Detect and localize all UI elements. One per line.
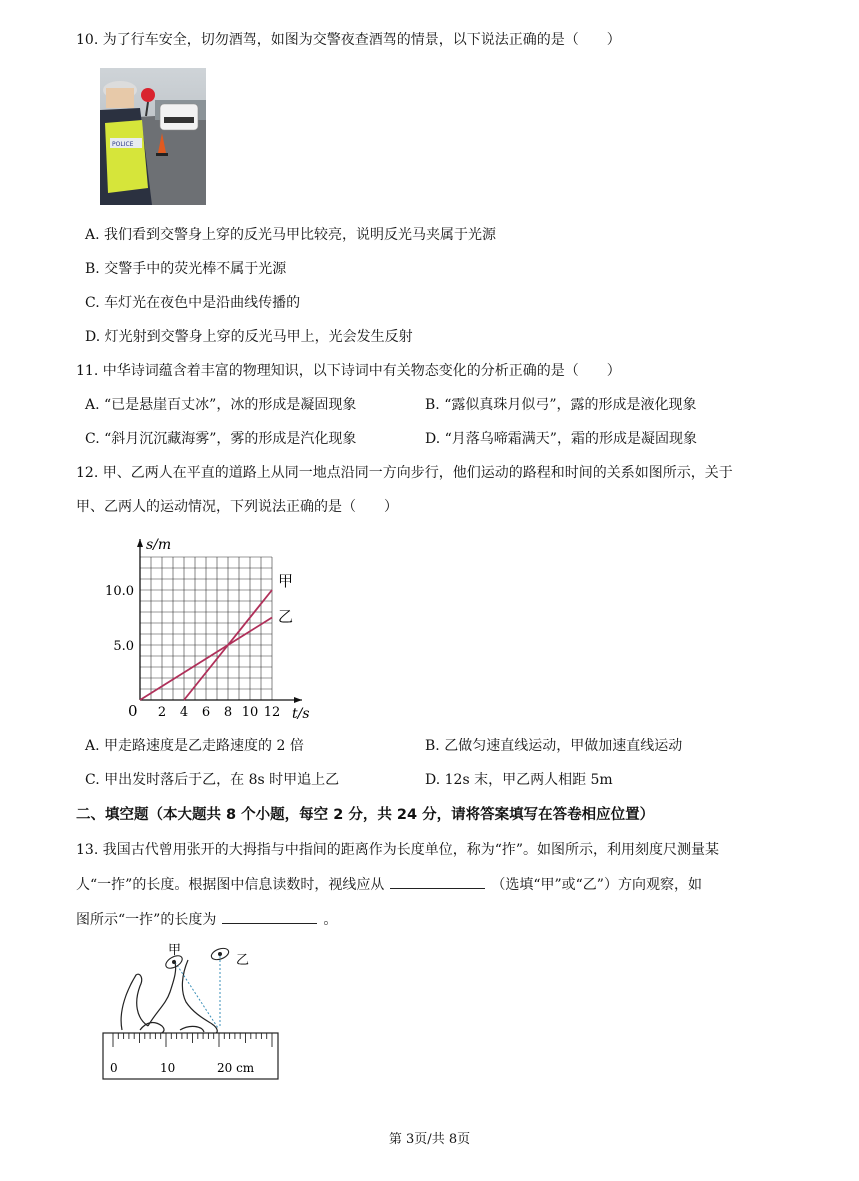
q12-option-b: B. 乙做匀速直线运动，甲做加速直线运动 [425,738,683,754]
q10-option-c: C. 车灯光在夜色中是沿曲线传播的 [85,295,301,311]
ruler-label-0: 0 [110,1061,118,1075]
q13-hand-ruler-figure [100,940,290,1085]
q12-option-d: D. 12s 末，甲乙两人相距 5m [425,772,613,788]
q13-line2-text-b: （选填“甲”或“乙”）方向观察，如 [491,877,702,893]
q11-option-c: C. “斜月沉沉藏海雾”，雾的形成是汽化现象 [85,431,357,447]
q13-blank-2[interactable] [222,909,317,924]
q13-line3-text-a: 图所示“一拃”的长度为 [76,912,217,928]
ruler-label-10: 10 [160,1061,176,1075]
q10-police-photo [100,68,206,205]
q12-st-chart [100,530,320,730]
page-footer: 第 3页/共 8页 [388,1132,471,1147]
q11-option-b: B. “露似真珠月似弓”，露的形成是液化现象 [425,397,697,413]
section2-heading: 二、填空题（本大题共 8 个小题，每空 2 分，共 24 分，请将答案填写在答卷相应位置） [76,807,655,823]
x-tick-label: 2 [157,705,167,720]
q11-option-a: A. “已是悬崖百丈冰”，冰的形成是凝固现象 [85,397,357,413]
q13-line2-text-a: 人“一拃”的长度。根据图中信息读数时，视线应从 [76,877,385,893]
x-tick-label: 12 [263,705,281,720]
series-label-yi: 乙 [278,607,294,626]
series-label-jia: 甲 [278,572,294,590]
x-tick-label: 4 [179,705,189,720]
x-tick-label: 6 [201,705,211,720]
y-axis-arrow-icon [137,539,143,547]
q10-stem: 10. 为了行车安全，切勿酒驾，如图为交警夜查酒驾的情景，以下说法正确的是（ ） [76,32,621,48]
q11-stem: 11. 中华诗词蕴含着丰富的物理知识，以下诗词中有关物态变化的分析正确的是（ ） [76,363,621,379]
x-axis-label: t/s [292,706,310,722]
q12-stem-line1: 12. 甲、乙两人在平直的道路上从同一地点沿同一方向步行，他们运动的路程和时间的关系如图所示，关于 [76,465,733,481]
q13-line2 [76,874,702,895]
x-tick-label: 10 [241,705,259,720]
label-jia: 甲 [168,943,182,958]
x-axis-arrow-icon [294,697,302,703]
police-vest-text: POLICE [112,141,134,148]
origin-label: 0 [128,702,138,720]
y-tick-label: 5.0 [113,639,134,654]
q10-option-d: D. 灯光射到交警身上穿的反光马甲上，光会发生反射 [85,329,413,345]
q11-option-d: D. “月落乌啼霜满天”，霜的形成是凝固现象 [425,431,697,447]
q13-line1: 13. 我国古代曾用张开的大拇指与中指间的距离作为长度单位，称为“拃”。如图所示，利用刻度尺测量某 [76,842,720,858]
stop-paddle-icon [141,88,155,102]
label-yi: 乙 [236,953,250,968]
hand-outline [121,974,148,1030]
q10-option-b: B. 交警手中的荧光棒不属于光源 [85,261,287,277]
q13-line3 [76,909,337,930]
q12-option-a: A. 甲走路速度是乙走路速度的 2 倍 [85,738,304,754]
ruler-label-20: 20 cm [217,1061,255,1075]
x-tick-label: 8 [223,705,233,720]
q13-blank-1[interactable] [390,874,485,889]
y-tick-label: 10.0 [105,584,134,599]
q12-stem-line2: 甲、乙两人的运动情况，下列说法正确的是（ ） [76,499,398,515]
q10-option-a: A. 我们看到交警身上穿的反光马甲比较亮，说明反光马夹属于光源 [85,227,497,243]
q12-option-c: C. 甲出发时落后于乙，在 8s 时甲追上乙 [85,772,340,788]
y-axis-label: s/m [146,537,172,553]
q13-line3-text-b: 。 [323,912,338,928]
